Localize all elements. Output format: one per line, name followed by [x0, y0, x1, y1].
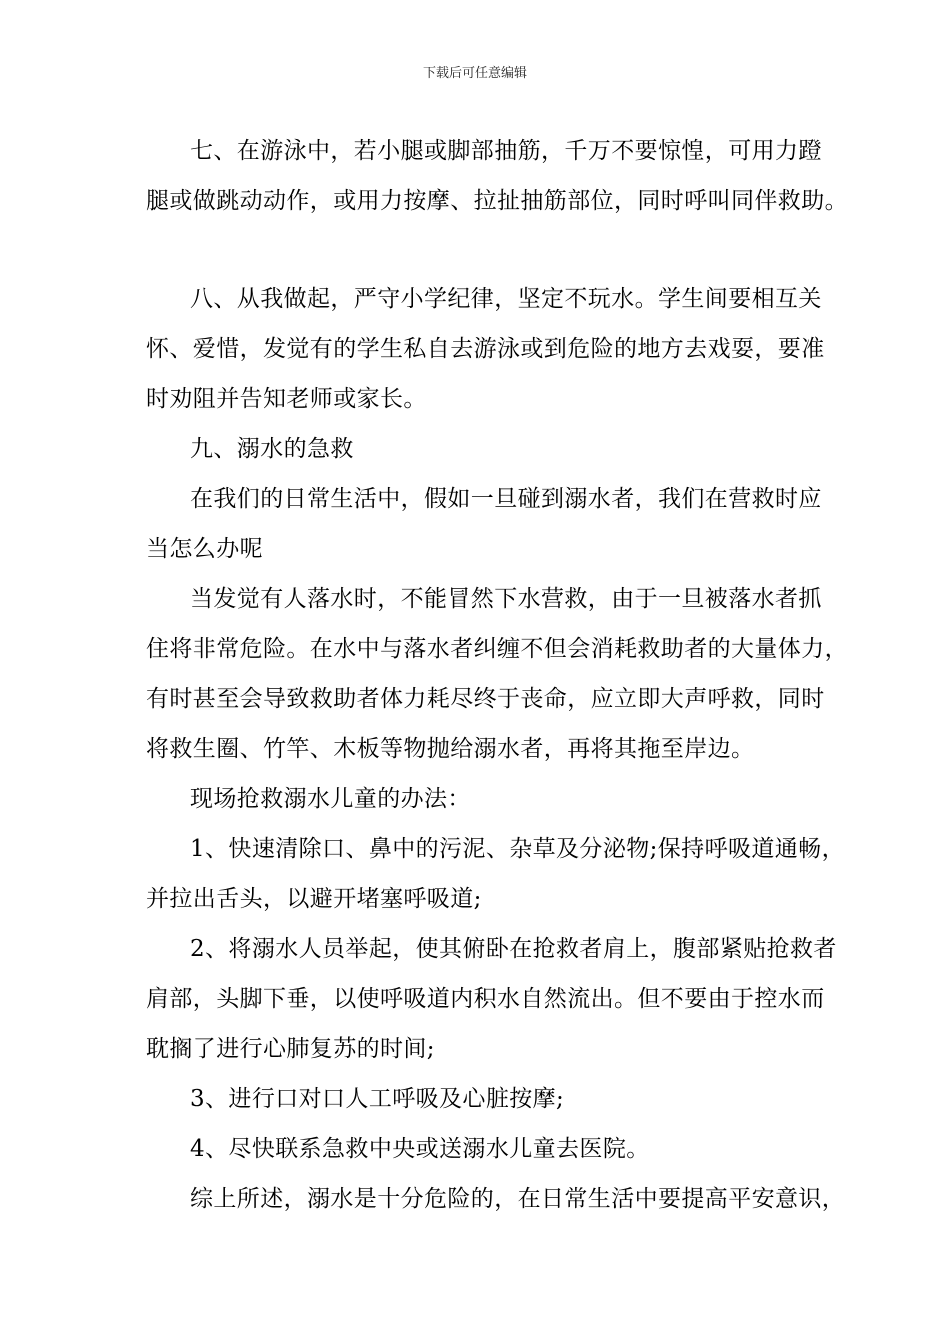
page-header: 下载后可任意编辑 [422, 66, 527, 81]
list-item-continuation: 肩部，头脚下垂，以使呼吸道内积水自然流出。但不要由于控水而 [146, 986, 825, 1012]
paragraph-line: 现场抢救溺水儿童的办法： [190, 786, 471, 812]
list-item: 2、将溺水人员举起，使其俯卧在抢救者肩上，腹部紧贴抢救者 [190, 936, 837, 962]
paragraph-line: 综上所述，溺水是十分危险的，在日常生活中要提高平安意识， [190, 1186, 846, 1212]
paragraph-line: 腿或做跳动动作，或用力按摩、拉扯抽筋部位，同时呼叫同伴救助。 [146, 188, 848, 214]
list-item-continuation: 耽搁了进行心肺复苏的时间; [146, 1036, 435, 1062]
paragraph-line: 当怎么办呢 [146, 536, 263, 562]
paragraph-line: 时劝阻并告知老师或家长。 [146, 386, 427, 412]
list-item: 4、尽快联系急救中央或送溺水儿童去医院。 [190, 1136, 650, 1162]
list-item-continuation: 并拉出舌头，以避开堵塞呼吸道; [146, 886, 482, 912]
paragraph-line: 住将非常危险。在水中与落水者纠缠不但会消耗救助者的大量体力， [146, 636, 848, 662]
paragraph-line: 有时甚至会导致救助者体力耗尽终于丧命，应立即大声呼救，同时 [146, 686, 825, 712]
paragraph-line: 八、从我做起，严守小学纪律，坚定不玩水。学生间要相互关 [190, 286, 822, 312]
paragraph-line: 将救生圈、竹竿、木板等物抛给溺水者，再将其拖至岸边。 [146, 736, 755, 762]
paragraph-line: 七、在游泳中，若小腿或脚部抽筋，千万不要惊惶，可用力蹬 [190, 138, 822, 164]
list-item: 3、进行口对口人工呼吸及心脏按摩; [190, 1086, 565, 1112]
list-item: 1、快速清除口、鼻中的污泥、杂草及分泌物;保持呼吸道通畅， [190, 836, 845, 862]
section-heading: 九、溺水的急救 [190, 436, 354, 462]
paragraph-line: 在我们的日常生活中，假如一旦碰到溺水者，我们在营救时应 [190, 486, 822, 512]
paragraph-line: 当发觉有人落水时，不能冒然下水营救，由于一旦被落水者抓 [190, 586, 822, 612]
paragraph-line: 怀、爱惜，发觉有的学生私自去游泳或到危险的地方去戏耍，要准 [146, 336, 825, 362]
